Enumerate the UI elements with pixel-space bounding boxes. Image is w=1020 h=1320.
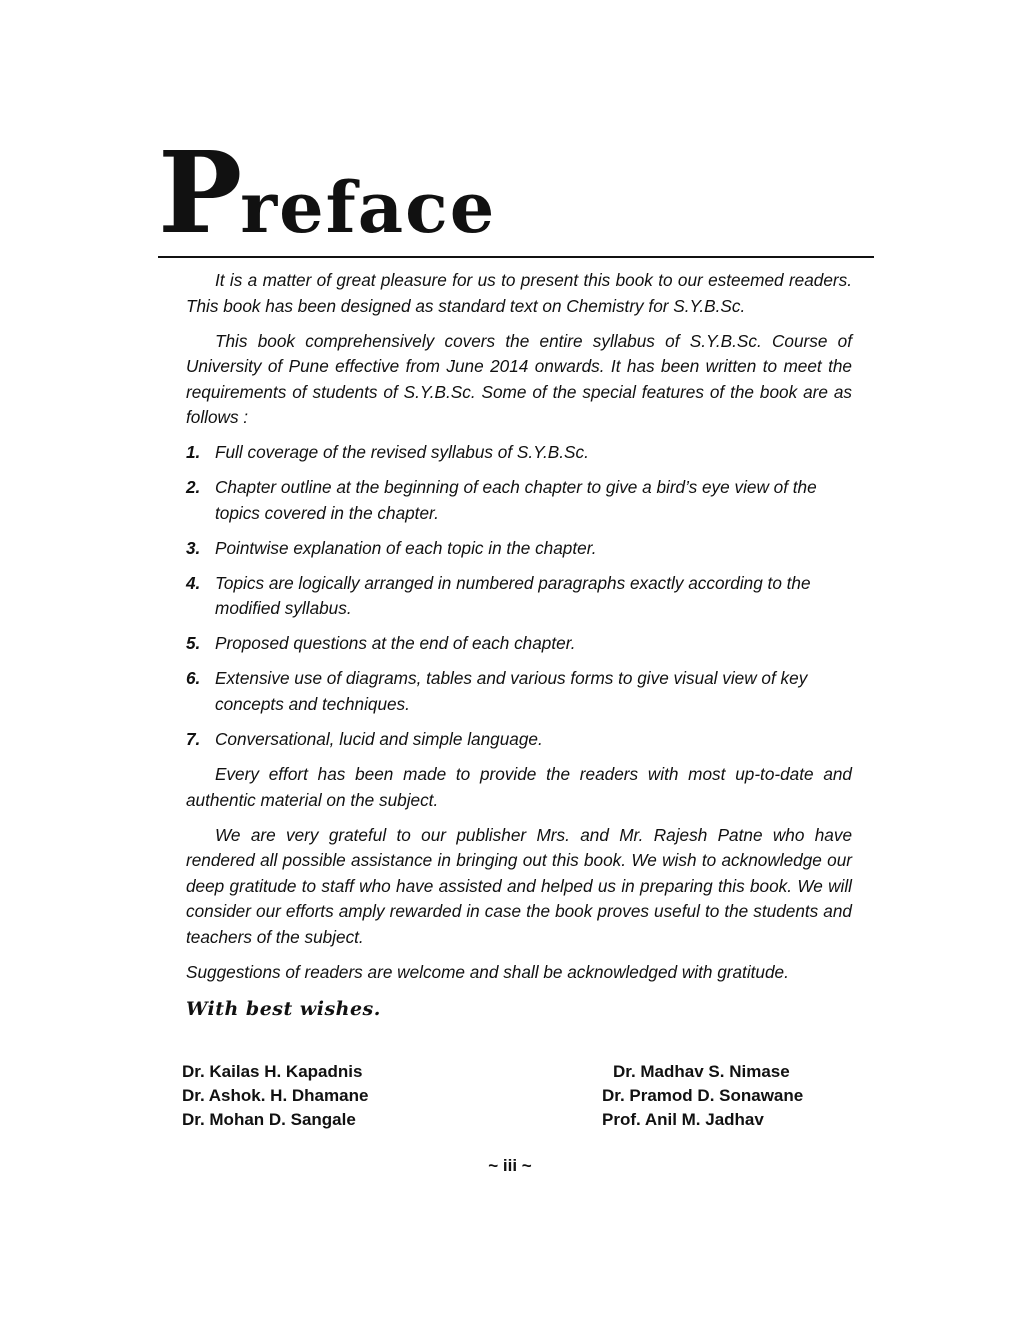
title-block bbox=[158, 128, 874, 260]
page-title bbox=[158, 128, 497, 259]
features-list bbox=[186, 440, 852, 752]
feature-text: Full coverage of the revised syllabus of S.Y.B.Sc. bbox=[215, 442, 589, 463]
coverage-paragraph: This book comprehensively covers the entire syllabus of S.Y.B.Sc. Course of University of Pune effective from June 2014 onwards. It has been written to meet the requirements of students of S.Y.B.Sc. Some of the special features of the book are as follows : bbox=[186, 330, 852, 428]
feature-item bbox=[186, 727, 852, 753]
effort-paragraph: Every effort has been made to provide the readers with most up-to-date and authentic material on the subject. bbox=[186, 764, 852, 810]
feature-text: Chapter outline at the beginning of each chapter to give a bird’s eye view of the topics covered in the chapter. bbox=[215, 477, 817, 523]
feature-item bbox=[186, 631, 852, 657]
suggestions-paragraph: Suggestions of readers are welcome and shall be acknowledged with gratitude. bbox=[186, 961, 789, 982]
author-name: Dr. Madhav S. Nimase bbox=[613, 1062, 790, 1081]
feature-text: Proposed questions at the end of each chapter. bbox=[215, 633, 576, 654]
title-underline bbox=[158, 256, 874, 258]
author-name: Dr. Ashok. H. Dhamane bbox=[182, 1086, 369, 1105]
feature-number: 3. bbox=[186, 537, 201, 558]
author-name: Prof. Anil M. Jadhav bbox=[602, 1110, 764, 1129]
feature-number: 4. bbox=[186, 572, 201, 593]
author-name: Dr. Kailas H. Kapadnis bbox=[182, 1062, 363, 1081]
feature-number: 1. bbox=[186, 442, 201, 463]
intro-paragraph: It is a matter of great pleasure for us to present this book to our esteemed readers. This book has been designed as standard text on Chemistry for S.Y.B.Sc. bbox=[186, 270, 852, 316]
feature-number: 2. bbox=[186, 477, 201, 498]
feature-item bbox=[186, 475, 852, 526]
feature-text: Topics are logically arranged in numbered paragraphs exactly according to the modified syllabus. bbox=[215, 572, 811, 619]
title-remaining-letters: reface bbox=[240, 166, 497, 249]
authors-right-column bbox=[602, 1060, 803, 1132]
author-name: Dr. Pramod D. Sonawane bbox=[602, 1086, 804, 1105]
page-number: ~ iii ~ bbox=[488, 1156, 532, 1175]
gratitude-paragraph: We are very grateful to our publisher Mrs. and Mr. Rajesh Patne who have rendered all possible assistance in bringing out this book. We wish to acknowledge our deep gratitude to staff who have assisted and helped us in preparing this book. We will consider our efforts amply rewarded in case the book proves useful to the students and teachers of the subject. bbox=[186, 824, 852, 947]
feature-item bbox=[186, 536, 852, 562]
feature-text: Conversational, lucid and simple language. bbox=[215, 729, 543, 750]
feature-text: Extensive use of diagrams, tables and various forms to give visual view of key concepts and techniques. bbox=[215, 668, 808, 715]
author-name: Dr. Mohan D. Sangale bbox=[182, 1110, 356, 1129]
title-initial-letter: P bbox=[158, 128, 241, 259]
feature-text: Pointwise explanation of each topic in the chapter. bbox=[215, 537, 597, 558]
authors-left-column bbox=[182, 1060, 368, 1132]
feature-item bbox=[186, 666, 852, 717]
feature-item bbox=[186, 571, 852, 622]
closing-signoff: With best wishes. bbox=[186, 998, 381, 1020]
preface-body bbox=[186, 268, 852, 995]
feature-number: 7. bbox=[186, 729, 201, 750]
feature-number: 6. bbox=[186, 668, 201, 689]
feature-number: 5. bbox=[186, 633, 201, 654]
feature-item bbox=[186, 440, 852, 466]
